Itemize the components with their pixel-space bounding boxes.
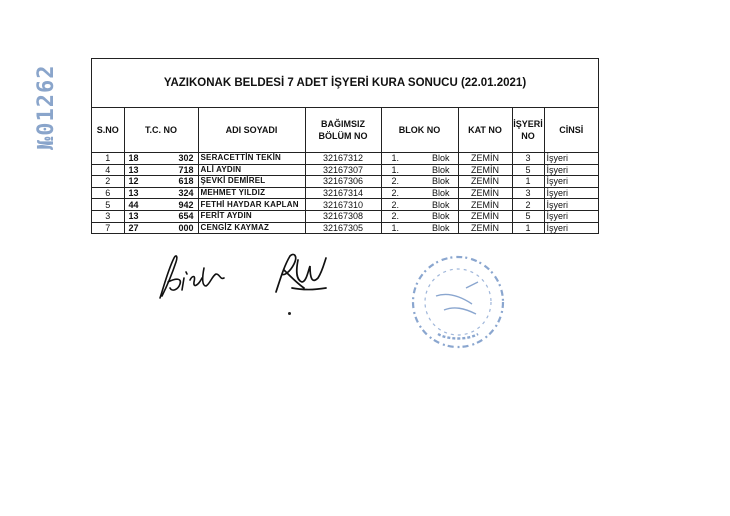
cell-type: İşyeri	[544, 210, 598, 222]
header-sno: S.NO	[92, 108, 124, 153]
cell-block	[381, 153, 458, 165]
cell-tc-prefix: 13	[128, 188, 139, 199]
table-row	[92, 153, 598, 165]
signature-2	[268, 248, 338, 298]
cell-block	[381, 199, 458, 211]
cell-tc-suffix: 718	[178, 164, 194, 175]
cell-tc-suffix: 324	[178, 188, 194, 199]
cell-workplace: 3	[512, 153, 544, 165]
document-number-stamp: №01262	[34, 64, 59, 150]
cell-block	[381, 210, 458, 222]
cell-name: FETHİ HAYDAR KAPLAN	[198, 199, 305, 211]
cell-sno: 6	[92, 187, 124, 199]
table-row	[92, 164, 598, 176]
cell-floor: ZEMİN	[458, 199, 512, 211]
cell-block-number: 2.	[391, 176, 400, 187]
cell-unit: 32167305	[305, 222, 381, 233]
cell-block-number: 1.	[391, 222, 400, 233]
cell-block-number: 2.	[391, 211, 400, 222]
cell-tc	[124, 153, 198, 165]
table-header-row	[92, 108, 598, 153]
cell-tc	[124, 164, 198, 176]
official-seal	[408, 252, 508, 352]
cell-name: ALİ AYDIN	[198, 164, 305, 176]
cell-type: İşyeri	[544, 187, 598, 199]
header-unit: BAĞIMSIZ BÖLÜM NO	[305, 108, 381, 153]
cell-unit: 32167308	[305, 210, 381, 222]
table-row	[92, 199, 598, 211]
cell-block-word: Blok	[431, 211, 450, 222]
cell-block-word: Blok	[431, 153, 450, 164]
cell-block-word: Blok	[431, 188, 450, 199]
cell-block-word: Blok	[431, 199, 450, 210]
cell-workplace: 2	[512, 199, 544, 211]
header-floor: KAT NO	[458, 108, 512, 153]
cell-tc	[124, 210, 198, 222]
cell-name: FERİT AYDIN	[198, 210, 305, 222]
cell-block	[381, 187, 458, 199]
cell-unit: 32167307	[305, 164, 381, 176]
cell-type: İşyeri	[544, 222, 598, 233]
cell-block-number: 2.	[391, 188, 400, 199]
results-table	[92, 108, 598, 233]
cell-unit: 32167314	[305, 187, 381, 199]
cell-sno: 3	[92, 210, 124, 222]
cell-type: İşyeri	[544, 164, 598, 176]
cell-sno: 7	[92, 222, 124, 233]
ink-dot	[288, 312, 291, 315]
cell-sno: 2	[92, 176, 124, 188]
cell-tc-prefix: 13	[128, 164, 139, 175]
cell-floor: ZEMİN	[458, 153, 512, 165]
cell-type: İşyeri	[544, 176, 598, 188]
cell-unit: 32167310	[305, 199, 381, 211]
cell-workplace: 3	[512, 187, 544, 199]
header-type: CİNSİ	[544, 108, 598, 153]
cell-tc	[124, 187, 198, 199]
cell-floor: ZEMİN	[458, 222, 512, 233]
cell-type: İşyeri	[544, 199, 598, 211]
cell-name: ŞEVKİ DEMİREL	[198, 176, 305, 188]
cell-name: CENGİZ KAYMAZ	[198, 222, 305, 233]
cell-tc-prefix: 13	[128, 211, 139, 222]
cell-tc-prefix: 44	[128, 199, 139, 210]
cell-block-number: 1.	[391, 153, 400, 164]
signature-1	[150, 248, 230, 304]
cell-sno: 5	[92, 199, 124, 211]
cell-block	[381, 164, 458, 176]
results-document	[91, 58, 599, 234]
cell-floor: ZEMİN	[458, 176, 512, 188]
table-row	[92, 176, 598, 188]
cell-sno: 1	[92, 153, 124, 165]
cell-sno: 4	[92, 164, 124, 176]
cell-tc-suffix: 000	[178, 222, 194, 233]
cell-type: İşyeri	[544, 153, 598, 165]
cell-tc-suffix: 942	[178, 199, 194, 210]
cell-tc-suffix: 654	[178, 211, 194, 222]
cell-workplace: 1	[512, 222, 544, 233]
header-name: ADI SOYADI	[198, 108, 305, 153]
cell-workplace: 1	[512, 176, 544, 188]
document-title: YAZIKONAK BELDESİ 7 ADET İŞYERİ KURA SONUCU (22.01.2021)	[92, 59, 598, 108]
table-row	[92, 210, 598, 222]
cell-tc-prefix: 12	[128, 176, 139, 187]
header-tc: T.C. NO	[124, 108, 198, 153]
cell-block-word: Blok	[431, 222, 450, 233]
cell-block-number: 2.	[391, 199, 400, 210]
cell-block	[381, 176, 458, 188]
cell-unit: 32167306	[305, 176, 381, 188]
cell-name: SERACETTİN TEKİN	[198, 153, 305, 165]
cell-tc-suffix: 618	[178, 176, 194, 187]
cell-block-number: 1.	[391, 164, 400, 175]
cell-workplace: 5	[512, 164, 544, 176]
cell-tc-prefix: 18	[128, 153, 139, 164]
table-row	[92, 187, 598, 199]
cell-tc-suffix: 302	[178, 153, 194, 164]
cell-tc-prefix: 27	[128, 222, 139, 233]
cell-floor: ZEMİN	[458, 187, 512, 199]
cell-name: MEHMET YILDIZ	[198, 187, 305, 199]
cell-block-word: Blok	[431, 164, 450, 175]
cell-tc	[124, 222, 198, 233]
cell-workplace: 5	[512, 210, 544, 222]
cell-tc	[124, 176, 198, 188]
cell-block	[381, 222, 458, 233]
cell-block-word: Blok	[431, 176, 450, 187]
cell-tc	[124, 199, 198, 211]
header-block: BLOK NO	[381, 108, 458, 153]
cell-floor: ZEMİN	[458, 210, 512, 222]
cell-floor: ZEMİN	[458, 164, 512, 176]
cell-unit: 32167312	[305, 153, 381, 165]
table-row	[92, 222, 598, 233]
header-workplace: İŞYERİ NO	[512, 108, 544, 153]
